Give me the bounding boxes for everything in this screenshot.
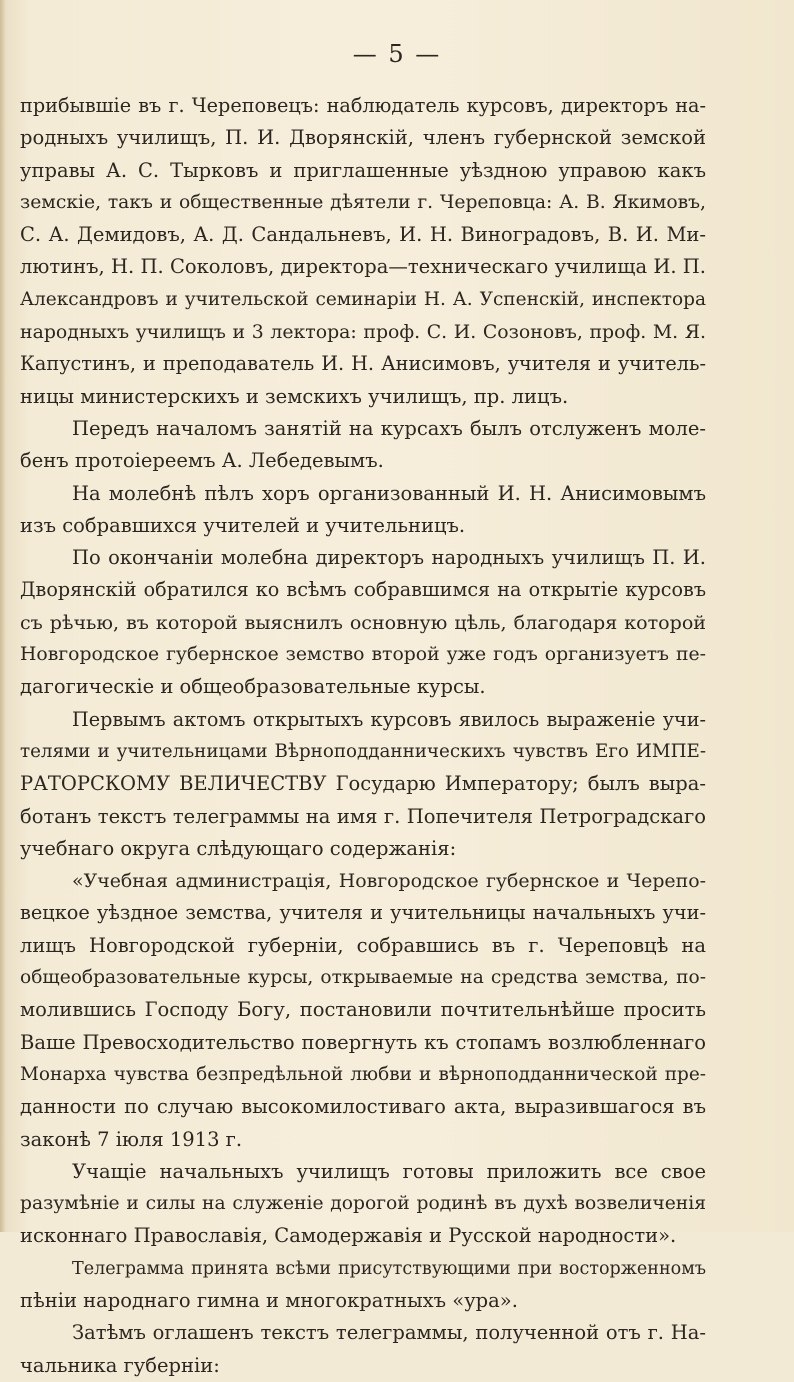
text-line: народныхъ училищъ и 3 лектора: проф. С. И. Созоновъ, проф. М. Я. xyxy=(20,321,706,344)
text-line: лищъ Новгородской губерніи, собравшись въ г. Череповцѣ на xyxy=(20,933,706,957)
text-line: С. А. Демидовъ, А. Д. Сандальневъ, И. Н. Виноградовъ, В. И. Ми- xyxy=(20,223,706,247)
paragraph xyxy=(20,1156,706,1253)
text-line: прибывшіе въ г. Череповецъ: наблюдатель курсовъ, директоръ на- xyxy=(20,94,706,117)
text-line: Дворянскій обратился ко всѣмъ собравшимся на открытіе курсовъ xyxy=(20,578,706,602)
text-line: ботанъ текстъ телеграммы на имя г. Попечителя Петроградскаго xyxy=(20,804,706,828)
text-line: телями и учительницами Вѣрноподданническихъ чувствъ Его ИМПЕ- xyxy=(20,740,706,762)
paragraph xyxy=(20,90,706,413)
text-line: Монарха чувства безпредѣльной любви и вѣрноподданнической пре- xyxy=(20,1063,706,1085)
text-line: исконнаго Православія, Самодержавія и Русской народности». xyxy=(20,1224,677,1248)
text-line: родныхъ училищъ, П. И. Дворянскій, членъ губернской земской xyxy=(20,126,706,150)
text-line: Капустинъ, и преподаватель И. Н. Анисимовъ, учителя и учитель- xyxy=(20,352,706,376)
text-line: земскіе, такъ и общественные дѣятели г. Череповца: А. В. Якимовъ, xyxy=(20,191,706,213)
text-line: дагогическіе и общеобразовательные курсы. xyxy=(20,675,486,699)
text-line: вецкое уѣздное земства, учителя и учительницы начальныхъ учи- xyxy=(20,901,706,925)
text-line: изъ собравшихся учителей и учительницъ. xyxy=(20,513,466,537)
body-text xyxy=(20,90,706,1382)
text-line: Затѣмъ оглашенъ текстъ телеграммы, полученной отъ г. На- xyxy=(72,1321,706,1345)
text-line: общеобразовательные курсы, открываемые на средства земства, по- xyxy=(20,967,706,989)
paragraph xyxy=(20,704,706,865)
text-line: «Учебная администрація, Новгородское губернское и Черепо- xyxy=(72,870,706,893)
text-line: чальника губерніи: xyxy=(20,1353,220,1377)
text-line: Телеграмма принята всѣми присутствующими при восторженномъ xyxy=(72,1258,706,1279)
text-line: разумѣніе и силы на служеніе дорогой родинѣ въ духѣ возвеличенія xyxy=(20,1193,706,1215)
text-line: Передъ началомъ занятій на курсахъ былъ отслуженъ моле- xyxy=(72,416,706,440)
page-number: — 5 — xyxy=(352,40,442,68)
text-line: бенъ протоіереемъ А. Лебедевымъ. xyxy=(20,449,384,473)
paragraph xyxy=(20,542,706,703)
text-line: управы А. С. Тырковъ и приглашенные уѣздною управою какъ xyxy=(20,158,706,182)
text-line: Ваше Превосходительство повергнуть къ стопамъ возлюбленнаго xyxy=(20,1030,706,1054)
text-line: Учащіе начальныхъ училищъ готовы приложить все свое xyxy=(72,1159,706,1183)
text-line: данности по случаю высокомилостиваго акта, выразившагося въ xyxy=(20,1095,706,1119)
text-line: На молебнѣ пѣлъ хоръ организованный И. Н. Анисимовымъ xyxy=(72,481,706,505)
text-line: РАТОРСКОМУ ВЕЛИЧЕСТВУ Государю Императору; былъ выра- xyxy=(20,772,706,796)
text-line: молившись Господу Богу, постановили почтительнѣйше просить xyxy=(20,998,706,1022)
text-line: лютинъ, Н. П. Соколовъ, директора—техническаго училища И. П. xyxy=(20,255,706,279)
paragraph xyxy=(20,1317,706,1382)
text-line: законѣ 7 іюля 1913 г. xyxy=(20,1127,243,1151)
text-line: По окончаніи молебна директоръ народныхъ училищъ П. И. xyxy=(72,546,706,570)
page-edge xyxy=(0,0,6,1232)
text-line: учебнаго округа слѣдующаго содержанія: xyxy=(20,836,457,860)
text-line: Первымъ актомъ открытыхъ курсовъ явилось выраженіе учи- xyxy=(72,707,706,731)
paragraph xyxy=(20,865,706,1156)
paragraph xyxy=(20,478,706,543)
text-line: пѣніи народнаго гимна и многократныхъ «ура». xyxy=(20,1288,518,1312)
paragraph xyxy=(20,413,706,478)
paragraph xyxy=(20,1253,706,1318)
text-line: съ рѣчью, въ которой выяснилъ основную цѣль, благодаря которой xyxy=(20,611,706,634)
text-line: Александровъ и учительской семинаріи Н. А. Успенскій, инспектора xyxy=(20,288,706,310)
text-line: Новгородское губернское земство второй уже годъ организуетъ пе- xyxy=(20,644,706,666)
text-line: ницы министерскихъ и земскихъ училищъ, пр. лицъ. xyxy=(20,384,569,408)
